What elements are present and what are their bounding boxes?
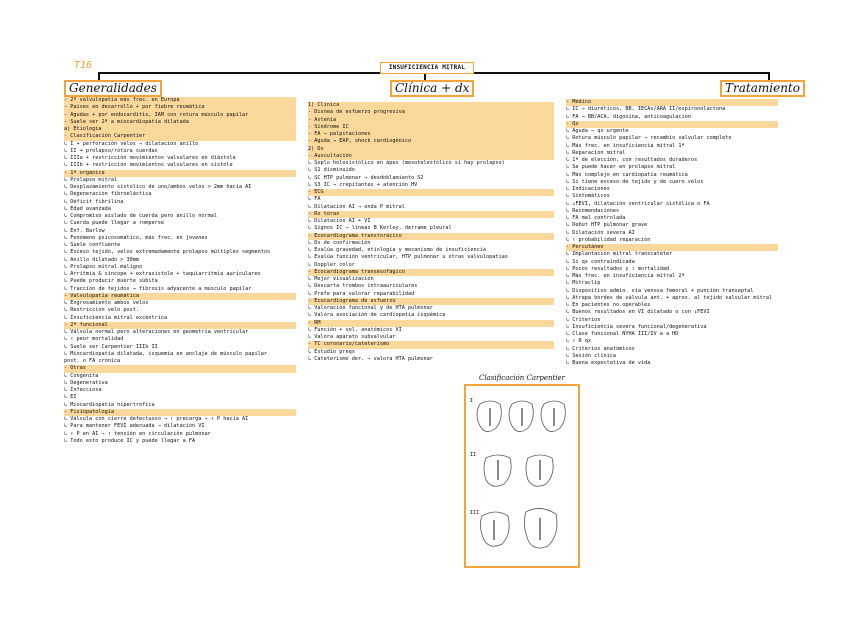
note-line: ↳ Reparación mitral [566, 149, 626, 156]
note-line: ↳ Estudio preqx [308, 348, 355, 355]
note-line: ↳ Valoración funcional y de HTA pulmonar [308, 305, 433, 311]
note-line: ↳ FA → BB/ACA, digoxina, anticoagulación [566, 113, 691, 120]
carpentier-title: Clasificación Carpentier [479, 374, 566, 382]
note-line: ↳ Degenerativa [64, 379, 108, 386]
note-line: a) Etiología [64, 126, 296, 133]
note-line: ↳ Prefe para valorar reparabilidad [308, 290, 415, 297]
note-line: ↳ Miocardiopatía hipertrófica [64, 401, 155, 408]
note-line: ↳ Insuficiencia severa funcional/degenerativa [566, 323, 707, 330]
note-line: ↳ Mejor visualización [308, 276, 374, 282]
note-line: ↳ Suele ser Carpentier IIIb II [64, 343, 158, 350]
note-line: ↳ Descarta trombos intraauriculares [308, 283, 418, 290]
note-line: ↳ Si tiene exceso de tejido y de cuero velos [566, 178, 704, 185]
note-line: ↳ FA mal controlada [566, 215, 626, 221]
note-line: ↳ Compromiso aislado de cuerda pero anillo normal [64, 213, 218, 219]
note-line: - Países en desarrollo + por fiebre reumática [64, 104, 296, 111]
note-line: ↳ Doppler color [308, 261, 355, 268]
note-line: ↳ Si qx contraindicada [566, 258, 635, 265]
note-line: ↳ Más frec. en insuficiencia mitral 1ª [566, 142, 685, 149]
note-line: ↳ IIIa + restricción movimientos valvulares en diástole [64, 155, 236, 161]
note-line: ↳ FA [308, 196, 321, 203]
note-line: - Astenia [308, 117, 554, 124]
note-line: - FA → palpitaciones [308, 131, 554, 138]
note-line: - ECG [308, 189, 554, 196]
note-line: ↳ Buenos resultados en VI dilatado o con ↓FEVI [566, 309, 710, 316]
note-line: ↳ ↑ R qx [566, 338, 591, 345]
note-line: - Valvulopatía reumática [64, 293, 296, 300]
carpentier-row-II: II [470, 452, 477, 458]
note-line: ↳ Criterios anatómicos [566, 345, 635, 352]
note-line: ↳ Aguda → qx urgente [566, 128, 629, 134]
note-line: - 2ª funcional [64, 322, 296, 329]
note-line: - Agudas + por endocarditis, IAM con rotura músculo papilar [64, 112, 296, 119]
note-line: ↳ Todo esto produce IC y puede llegar a FA [64, 437, 196, 444]
note-line: - Suele ser 2ª a miocardiopatía dilatada [64, 119, 296, 126]
generalidades-notes [64, 97, 296, 445]
note-line: ↳ Puede producir muerte súbita [64, 278, 158, 285]
note-line: ↳ Sintomáticos [566, 193, 610, 200]
note-line: ↳ 1ª de elección, con resultados duraderos [566, 157, 698, 163]
note-line: ↳ Degeneración fibroelástica [64, 191, 152, 198]
note-line: ↳ Criterios [566, 316, 601, 323]
note-line: ↳ Cuerda puede llegar a romperse [64, 220, 164, 227]
note-line: - Percutáneo [566, 244, 778, 251]
note-line: ↳ ↑ P en AI → ↑ tensión en circulación pulmonar [64, 430, 211, 437]
note-line: ↳ Atrapa bordes de válvula ant. + aprox. al tejido valvular mitral [566, 294, 773, 301]
note-line: ↳ Soplo holosistólico en ápex (mesotelestólico si hay prolapso) [308, 160, 505, 166]
note-line: - Clasificación Carpentier [64, 133, 296, 140]
note-line: - RM [308, 320, 554, 327]
note-line: ↳ Rotura músculo papilar → recambio valvular completo [566, 135, 732, 142]
note-line: - Auscultación [308, 153, 554, 160]
note-line: ↳ I + perforación velos → dilatación anillo [64, 140, 199, 147]
note-line: ↳ Restricción velo post. [64, 307, 139, 314]
note-line: ↳ Anillo dilatado > 30mm [64, 256, 139, 263]
topic-tag: T16 [74, 60, 93, 71]
carpentier-figure [464, 384, 580, 568]
main-title: INSUFICIENCIA MITRAL [380, 62, 474, 74]
note-line: ↳ Miocardiopatía dilatada, isquemia en anclaje de músculo papilar [64, 350, 268, 357]
note-line: ↳ Clase funcional NYHA III/IV a a HD [566, 331, 679, 337]
note-line: post. o FA crónica [64, 358, 121, 364]
note-line: ↳ SC HTP pulmonar → desdoblamiento S2 [308, 174, 424, 181]
note-line: - Médico [566, 99, 778, 106]
note-line: ↳ Dispositivo admin. vía venosa femoral + punción transeptal [566, 287, 754, 294]
section-generalidades: Generalidades [64, 80, 162, 97]
note-line: ↳ II + prolapso/rotura cuerdas [64, 147, 158, 154]
carpentier-row-III: III [470, 510, 480, 516]
note-line: 2) Dx [308, 146, 554, 153]
note-line: ↳ IIIb + restricción movimientos valvulares en sístole [64, 162, 233, 169]
section-clinica: Clínica + dx [390, 80, 474, 97]
note-line: ↳ Fenómeno psicosomático, más frec. en jóvenes [64, 234, 208, 241]
note-line: - Ecocardiograma de esfuerzo [308, 298, 554, 305]
section-tratamiento: Tratamiento [720, 80, 805, 97]
note-line: ↳ Recomendaciones [566, 207, 620, 214]
note-line: - Aguda → EAP, shock cardiogénico [308, 138, 554, 145]
note-line: ↳ ↑ peor mortalidad [64, 336, 124, 343]
note-line: ↳ Dilatación AI + VI [308, 218, 371, 224]
note-line: ↳ Exceso tejido, velos extremadamente prolapso múltiples segmentos [64, 249, 271, 256]
note-line: ↳ Más frec. en insuficiencia mitral 2ª [566, 273, 685, 279]
carpentier-row-I: I [470, 398, 474, 404]
note-line: ↳ Infecciosa [64, 387, 102, 393]
note-line: ↳ Edad avanzada [64, 205, 111, 212]
note-line: ↳ ↓FEVI, dilatación ventricular sistólica o FA [566, 200, 710, 207]
note-line: ↳ Engrosamiento ambos velos [64, 300, 149, 306]
note-line: ↳ S1 disminuido [308, 167, 355, 174]
note-line: ↳ Valora asociación de cardiopatía isquémica [308, 312, 446, 319]
note-line: ↳ Arritmia & síncope + extrasístole + taquiarritmia auriculares [64, 271, 261, 277]
note-line: ↳ Implantación mitral transcatéter [566, 251, 673, 258]
note-line: ↳ Mitraclip [566, 280, 601, 287]
note-line: ↳ Indicaciones [566, 186, 610, 192]
note-line: ↳ Para mantener FEVI adecuada → dilatación VI [64, 423, 205, 430]
note-line: ↳ Déficit fibrilina [64, 198, 124, 205]
note-line: ↳ Función + vol. anatómicos VI [308, 326, 402, 333]
note-line: ↳ Evalúa gravedad, etiología y mecanismo de insuficiencia [308, 247, 487, 253]
note-line: ↳ Enf. Barlow [64, 227, 105, 234]
note-line: ↳ EI [64, 394, 77, 401]
note-line: - Ecocardiograma transesofágico [308, 269, 554, 276]
note-line: ↳ ↑ probabilidad reparación [566, 236, 651, 243]
note-line: ↳ Buena expectativa de vida [566, 360, 651, 366]
note-line: - 2ª valvulopatía más frec. en Europa [64, 97, 296, 104]
note-line: ↳ Más complejo en cardiopatía reumática [566, 171, 688, 178]
note-line: - Síndrome IC [308, 124, 554, 131]
clinica-notes [308, 102, 554, 363]
note-line: ↳ Desplazamiento sistólico de uno/ambos velos > 2mm hacia AI [64, 184, 252, 190]
note-line: - Qx [566, 121, 778, 128]
note-line: - Fisiopatología [64, 409, 296, 416]
carpentier-diagram [466, 386, 578, 566]
note-line: ↳ Insuficiencia mitral excéntrica [64, 314, 168, 321]
note-line: ↳ Suele confluente [64, 242, 121, 248]
note-line: ↳ Tracción de tejidos → fibrosis adyacente a músculo papilar [64, 285, 252, 292]
note-line: ↳ Sesión clínica [566, 352, 616, 359]
note-line: ↳ Prolapso mitral [64, 176, 118, 183]
note-line: ↳ Dx de confirmación [308, 239, 371, 246]
note-line: - TC coronario/cateterismo [308, 341, 554, 348]
note-line: - 1ª orgánica [64, 170, 296, 177]
note-line: 1) Clínica [308, 102, 554, 109]
note-line: ↳ Debut HTP pulmonar grave [566, 222, 648, 229]
note-line: ↳ Congénita [64, 372, 99, 379]
note-line: ↳ Dilatación AI → onda P mitral [308, 203, 405, 210]
note-line: ↳ Valora aparato subvalvular [308, 334, 396, 340]
note-line: ↳ En pacientes no operables [566, 302, 651, 308]
note-line: ↳ Cateterismo der. → valora HTA pulmonar [308, 355, 433, 362]
note-line: ↳ Prolapso mitral maligno [64, 263, 143, 270]
note-line: ↳ Evalúa función ventricular, HTP pulmonar u otras valvulopatías [308, 254, 508, 261]
note-line: ↳ Válvula normal pero alteraciones en geometría ventricular [64, 329, 249, 335]
note-line: ↳ Se puede hacer en prolapso mitral [566, 164, 676, 171]
note-line: ↳ Dilatación severa AI [566, 229, 635, 236]
note-line: - Disnea de esfuerzo progresiva [308, 109, 554, 116]
note-line: ↳ Pocos resultados y ↑ mortalidad [566, 265, 670, 272]
tratamiento-notes [566, 99, 778, 367]
note-line: - Ecocardiograma transtorácico [308, 233, 554, 240]
note-line: - Rx tórax [308, 211, 554, 218]
note-line: ↳ Válvula con cierre defectuoso → ↑ precarga → ↑ P hacia AI [64, 416, 249, 422]
note-line: ↳ IC → diuréticos, BB, IECAs/ARA II/espironolactona [566, 106, 726, 113]
note-line: ↳ S3 IC → crepitantes + atención HV [308, 181, 418, 188]
note-line: ↳ Signos IC → líneas B Kerley, derrame pleural [308, 225, 452, 232]
note-line: - Otras [64, 365, 296, 372]
